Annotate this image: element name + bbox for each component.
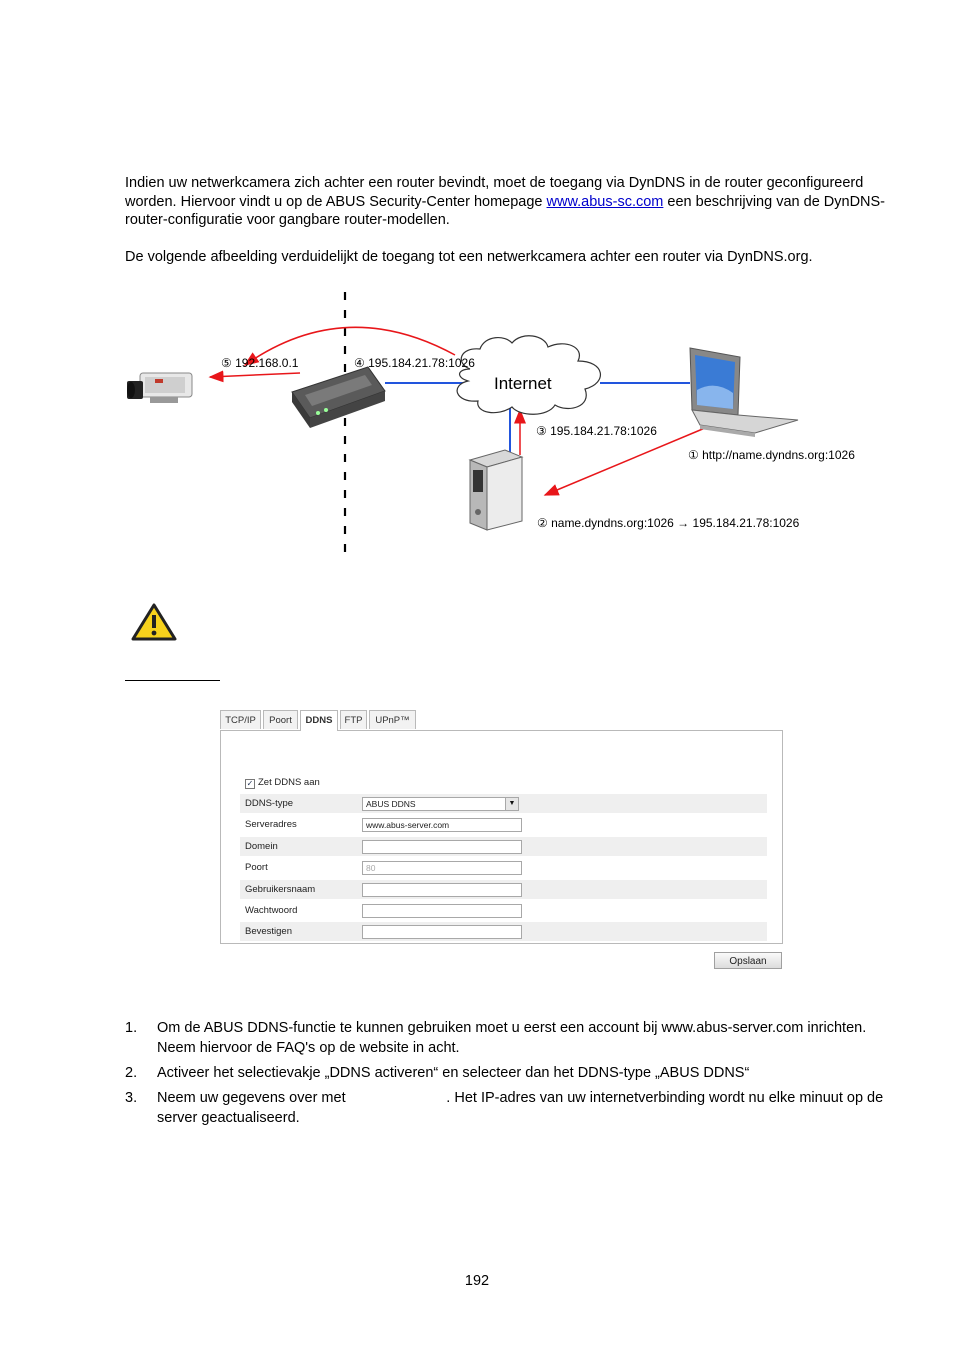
- label-5: ⑤ 192.168.0.1: [221, 356, 299, 370]
- warning-icon: [130, 602, 178, 642]
- dyndns-network-diagram: [0, 285, 954, 560]
- form-row-wachtwoord: [240, 901, 767, 920]
- form-row-serveradres: [240, 815, 767, 834]
- intro-text: Indien uw netwerkcamera zich achter een router bevindt, moet de toegang via DynDNS in de router geconfigureerd worden. Hiervoor vindt u op de ABUS Security-Center homepage: [125, 175, 864, 210]
- ddns-type-value: ABUS DDNS: [366, 799, 416, 809]
- step-2: [125, 1063, 885, 1083]
- poort-label: Poort: [245, 862, 268, 873]
- ddns-type-select[interactable]: [362, 797, 519, 811]
- intro-paragraph-1: [125, 174, 885, 230]
- enable-ddns-label: Zet DDNS aan: [258, 777, 320, 788]
- intro-paragraph-2: De volgende afbeelding verduidelijkt de toegang tot een netwerkcamera achter een router via DynDNS.org.: [125, 249, 813, 265]
- tab-ftp[interactable]: FTP: [340, 710, 367, 729]
- section-heading-rule: [125, 680, 220, 681]
- form-row-bevestigen: [240, 922, 767, 941]
- step-number: 2.: [125, 1065, 138, 1081]
- router-camera-arrow: [210, 373, 300, 377]
- ddns-form: [220, 730, 783, 944]
- page-number: 192: [464, 1273, 490, 1289]
- gebruikersnaam-label: Gebruikersnaam: [245, 884, 316, 895]
- label-3: ③ 195.184.21.78:1026: [536, 424, 657, 438]
- step-text: Neem uw gegevens over met . Het IP-adres van uw internetverbinding wordt nu elke minuut op de server geactualiseerd.: [157, 1090, 888, 1126]
- form-row-ddns-type: [240, 794, 767, 813]
- domein-label: Domein: [245, 841, 278, 852]
- internet-label: Internet: [494, 374, 552, 393]
- tab-poort[interactable]: Poort: [263, 710, 298, 729]
- label-1: ① http://name.dyndns.org:1026: [688, 448, 855, 462]
- step-text: Activeer het selectievakje „DDNS activeren“ en selecteer dan het DDNS-type „ABUS DDNS“: [157, 1065, 750, 1081]
- serveradres-label: Serveradres: [245, 819, 297, 830]
- form-row-domein: [240, 837, 767, 856]
- enable-ddns-checkbox[interactable]: ✓: [246, 779, 254, 788]
- poort-input[interactable]: 80: [362, 861, 522, 875]
- router-icon: [292, 367, 385, 428]
- form-row-gebruikersnaam: [240, 880, 767, 899]
- serveradres-input[interactable]: www.abus-server.com: [362, 818, 522, 832]
- camera-icon: [127, 373, 192, 403]
- label-2: ② name.dyndns.org:1026 → 195.184.21.78:1026: [537, 516, 800, 530]
- domein-input[interactable]: [362, 840, 522, 854]
- label-4: ④ 195.184.21.78:1026: [354, 356, 475, 370]
- ddns-type-label: DDNS-type: [245, 798, 294, 809]
- enable-ddns-checkbox-row[interactable]: [245, 777, 320, 789]
- wachtwoord-label: Wachtwoord: [245, 905, 298, 916]
- step-text: Om de ABUS DDNS-functie te kunnen gebruiken moet u eerst een account bij www.abus-server.com inrichten. Neem hiervoor de FAQ's op de website in acht.: [157, 1020, 867, 1056]
- tab-tcpip[interactable]: TCP/IP: [220, 710, 261, 729]
- bevestigen-input[interactable]: [362, 925, 522, 939]
- step-3: [125, 1088, 888, 1128]
- laptop-icon: [690, 348, 798, 437]
- wachtwoord-input[interactable]: [362, 904, 522, 918]
- intro-text-cont: een beschrijving van de DynDNS-router-configuratie voor gangbare router-modellen.: [125, 193, 886, 228]
- server-icon: [470, 450, 522, 530]
- step-number: 3.: [125, 1090, 138, 1106]
- bevestigen-label: Bevestigen: [245, 926, 293, 937]
- dropdown-arrow-icon[interactable]: ▼: [505, 798, 518, 810]
- abus-sc-link[interactable]: www.abus-sc.com: [546, 193, 664, 210]
- save-button[interactable]: Opslaan: [714, 952, 782, 969]
- step-1: [125, 1018, 885, 1058]
- ddns-settings-panel: [220, 710, 783, 937]
- tab-ddns[interactable]: DDNS: [300, 710, 338, 731]
- gebruikersnaam-input[interactable]: [362, 883, 522, 897]
- settings-tabs: [220, 710, 783, 730]
- step-number: 1.: [125, 1020, 138, 1036]
- form-row-poort: [240, 858, 767, 877]
- laptop-server-arrow: [545, 428, 705, 495]
- tab-upnp[interactable]: UPnP™: [369, 710, 416, 729]
